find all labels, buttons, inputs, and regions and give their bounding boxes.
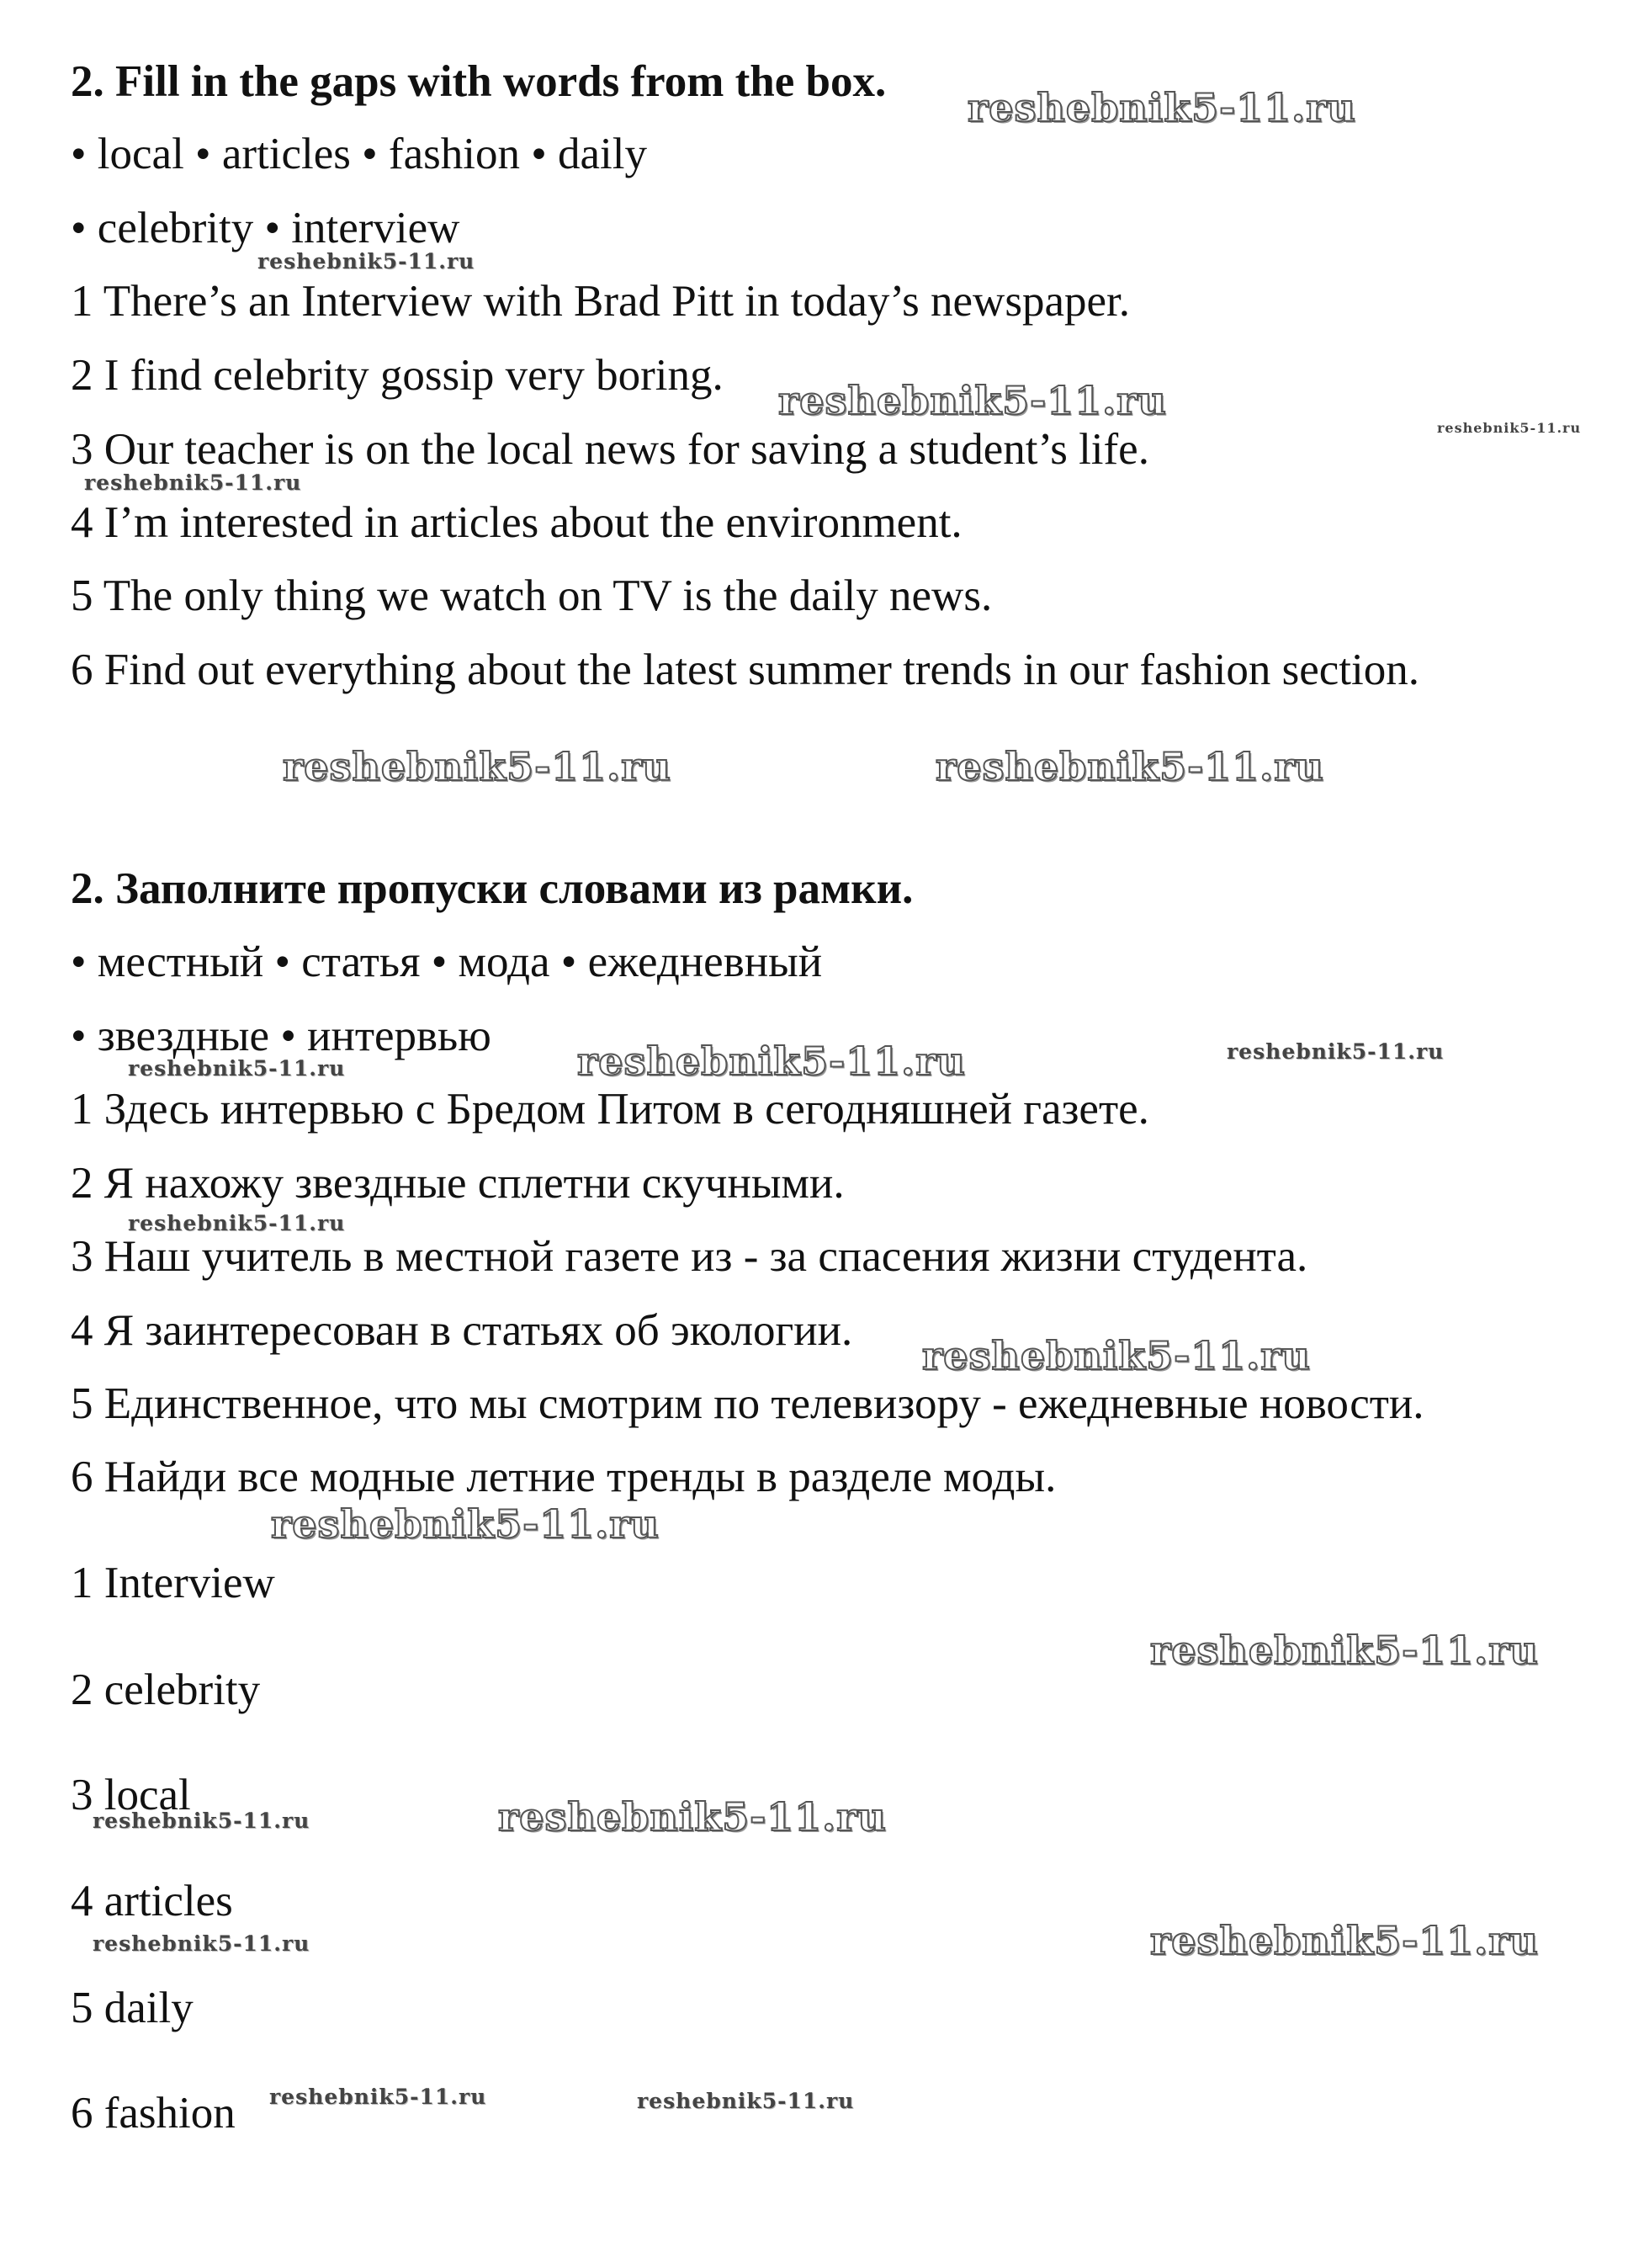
watermark: reshebnik5-11.ru xyxy=(498,1794,887,1840)
answer-5: 5 daily xyxy=(71,1984,194,2032)
russian-sentence-4: 4 Я заинтересован в статьях об экологии. xyxy=(71,1306,853,1355)
english-sentence-5: 5 The only thing we watch on TV is the daily news. xyxy=(71,571,993,620)
russian-sentence-6: 6 Найди все модные летние тренды в разделе моды. xyxy=(71,1453,1057,1501)
answer-2: 2 celebrity xyxy=(71,1665,261,1714)
watermark: reshebnik5-11.ru xyxy=(1150,1628,1539,1673)
answer-6: 6 fashion xyxy=(71,2089,236,2138)
watermark: reshebnik5-11.ru xyxy=(269,2085,487,2109)
russian-sentence-1: 1 Здесь интервью с Бредом Питом в сегодняшней газете. xyxy=(71,1085,1149,1134)
watermark: reshebnik5-11.ru xyxy=(1227,1039,1445,1064)
watermark: reshebnik5-11.ru xyxy=(968,85,1356,130)
english-sentence-2: 2 I find celebrity gossip very boring. xyxy=(71,351,724,400)
english-sentence-4: 4 I’m interested in articles about the environment. xyxy=(71,498,963,547)
russian-sentence-5: 5 Единственное, что мы смотрим по телевизору - ежедневные новости. xyxy=(71,1379,1424,1428)
watermark: reshebnik5-11.ru xyxy=(922,1333,1311,1378)
watermark: reshebnik5-11.ru xyxy=(93,1809,310,1833)
english-word-box-line-1: • local • articles • fashion • daily xyxy=(71,130,647,178)
watermark: reshebnik5-11.ru xyxy=(271,1501,660,1547)
watermark: reshebnik5-11.ru xyxy=(577,1038,966,1084)
english-sentence-1: 1 There’s an Interview with Brad Pitt in today’s newspaper. xyxy=(71,277,1130,326)
watermark: reshebnik5-11.ru xyxy=(84,470,302,495)
english-sentence-6: 6 Find out everything about the latest summer trends in our fashion section. xyxy=(71,645,1419,694)
watermark: reshebnik5-11.ru xyxy=(637,2089,855,2113)
russian-sentence-2: 2 Я нахожу звездные сплетни скучными. xyxy=(71,1159,845,1208)
watermark: reshebnik5-11.ru xyxy=(936,744,1324,789)
russian-word-box-line-2: • звездные • интервью xyxy=(71,1012,491,1060)
russian-heading: 2. Заполните пропуски словами из рамки. xyxy=(71,864,914,913)
english-sentence-3: 3 Our teacher is on the local news for saving a student’s life. xyxy=(71,425,1149,474)
watermark: reshebnik5-11.ru xyxy=(257,249,475,274)
english-heading: 2. Fill in the gaps with words from the box. xyxy=(71,57,887,106)
watermark: reshebnik5-11.ru xyxy=(93,1931,310,1956)
watermark: reshebnik5-11.ru xyxy=(128,1056,346,1081)
russian-sentence-3: 3 Наш учитель в местной газете из - за спасения жизни студента. xyxy=(71,1232,1308,1281)
answer-4: 4 articles xyxy=(71,1877,233,1925)
watermark: reshebnik5-11.ru xyxy=(1437,420,1582,436)
russian-word-box-line-1: • местный • статья • мода • ежедневный xyxy=(71,937,823,986)
watermark: reshebnik5-11.ru xyxy=(1150,1918,1539,1963)
answer-3: 3 local xyxy=(71,1771,191,1819)
answer-1: 1 Interview xyxy=(71,1559,275,1607)
watermark: reshebnik5-11.ru xyxy=(283,744,671,789)
watermark: reshebnik5-11.ru xyxy=(778,378,1167,423)
english-word-box-line-2: • celebrity • interview xyxy=(71,204,460,252)
watermark: reshebnik5-11.ru xyxy=(128,1211,346,1235)
